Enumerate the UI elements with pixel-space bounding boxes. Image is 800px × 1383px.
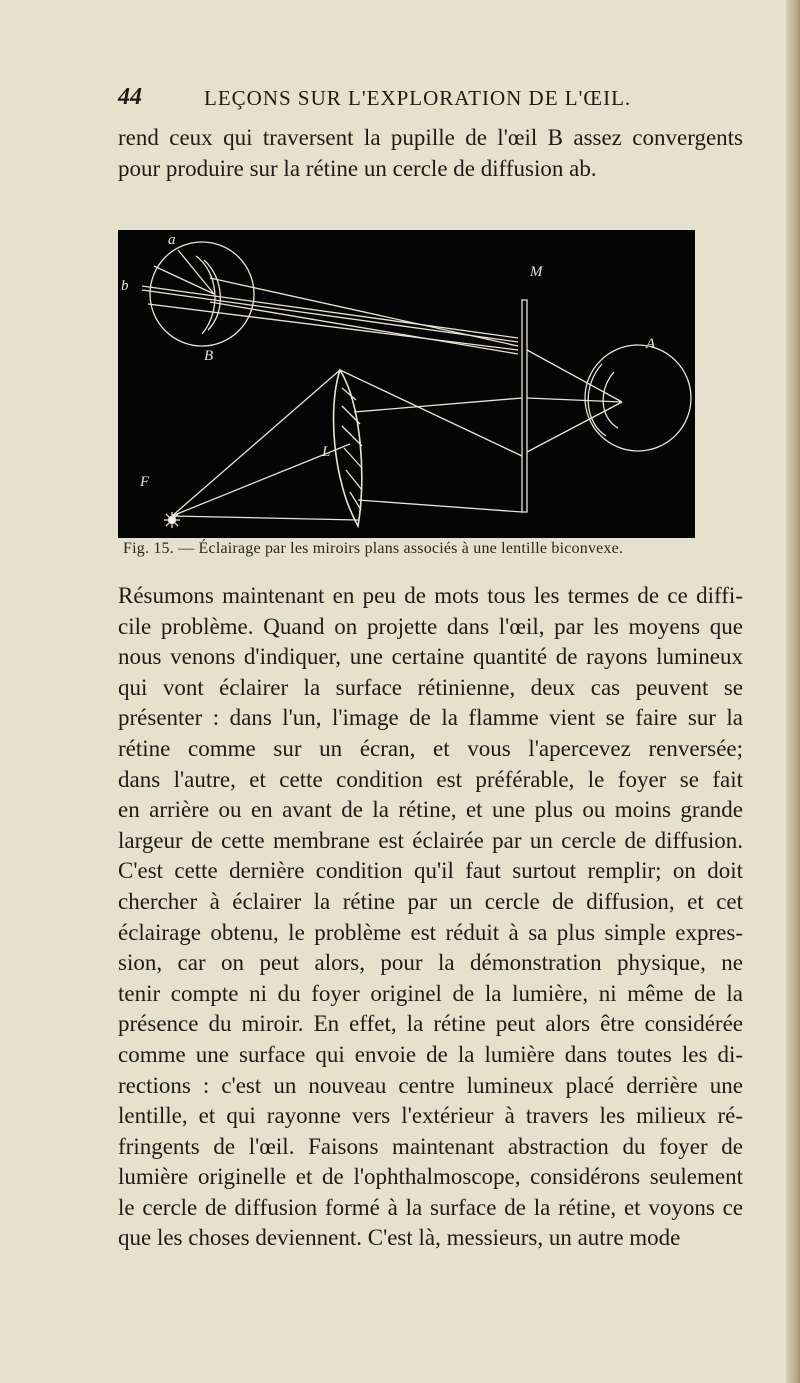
label-a: a (168, 232, 176, 248)
text-line: lentille, et qui rayonne vers l'extérieur à travers les milieux ré- (118, 1103, 743, 1129)
text-line: pour produire sur la rétine un cercle de diffusion ab. (118, 155, 597, 181)
ray-line (358, 500, 522, 512)
light-source-star (164, 512, 180, 528)
optical-diagram-figure (118, 230, 695, 538)
figure-caption: Fig. 15. — Éclairage par les miroirs plans associés à une lentille biconvexe. (123, 540, 624, 557)
text-line: présenter : dans l'un, l'image de la flamme vient se faire sur la (118, 705, 743, 731)
ray-line (527, 350, 622, 402)
ray-line (142, 286, 518, 338)
lens-hatch (350, 492, 361, 510)
text-line: éclairage obtenu, le problème est réduit à sa plus simple expres- (118, 919, 743, 945)
lens-hatch (342, 406, 360, 424)
text-line: dans l'autre, et cette condition est préférable, le foyer se fait (118, 766, 743, 792)
ray-line (527, 402, 622, 452)
label-lens-l: L (322, 444, 331, 460)
text-line: tenir compte ni du foyer originel de la lumière, ni même de la (118, 980, 743, 1006)
body-paragraph (118, 581, 743, 1254)
text-line: rections : c'est un nouveau centre lumineux placé derrière une (118, 1072, 743, 1098)
ray-line (210, 302, 518, 354)
text-line: lumière originelle et de l'ophthalmoscope, considérons seulement (118, 1164, 743, 1190)
text-line: fringents de l'œil. Faisons maintenant abstraction du foyer de (118, 1133, 743, 1159)
label-eye-b: B (204, 348, 214, 364)
label-eye-a: A (646, 336, 656, 352)
lens-hatch (346, 470, 362, 490)
mirror-m (522, 300, 527, 512)
page-number: 44 (118, 84, 142, 110)
label-mirror-m: M (530, 264, 543, 280)
label-b-small: b (121, 278, 129, 294)
text-line: largeur de cette membrane est éclairée par un cercle de diffusion. (118, 827, 743, 853)
page-header (118, 84, 738, 114)
top-paragraph (118, 123, 743, 184)
eye-a-lens-back (603, 372, 618, 428)
text-line: en arrière ou en avant de la rétine, et une plus ou moins grande (118, 797, 743, 823)
label-source-f: F (140, 474, 150, 490)
ray-line (340, 370, 522, 456)
text-line: qui vont éclairer la surface rétinienne, deux cas peuvent se (118, 674, 743, 700)
running-title: LEÇONS SUR L'EXPLORATION DE L'ŒIL. (204, 86, 632, 110)
ray-line (354, 398, 522, 412)
text-line: nous venons d'indiquer, une certaine quantité de rayons lumineux (118, 644, 743, 670)
lens-hatch (344, 448, 362, 468)
text-line: C'est cette dernière condition qu'il faut surtout remplir; on doit (118, 858, 743, 884)
text-line: comme une surface qui envoie de la lumière dans toutes les di- (118, 1041, 743, 1067)
optical-diagram (118, 230, 695, 538)
text-line: présence du miroir. En effet, la rétine peut alors être considérée (118, 1011, 743, 1037)
ray-line (148, 304, 518, 350)
text-line: rétine comme sur un écran, et vous l'apercevez renversée; (118, 735, 743, 761)
text-line: Résumons maintenant en peu de mots tous les termes de ce diffi- (118, 583, 743, 608)
ray-line (210, 278, 518, 346)
text-line: que les choses deviennent. C'est là, messieurs, un autre mode (118, 1225, 681, 1251)
ray-line (172, 370, 340, 516)
text-line: rend ceux qui traversent la pupille de l'œil B assez convergents (118, 125, 743, 150)
page-edge (786, 0, 800, 1383)
eye-a-circle (585, 345, 691, 451)
ray-line (172, 516, 358, 520)
text-line: chercher à éclairer la rétine par un cercle de diffusion, et cet (118, 888, 743, 914)
text-line: cile problème. Quand on projette dans l'œil, par les moyens que (118, 613, 743, 639)
text-line: sion, car on peut alors, pour la démonstration physique, ne (118, 950, 743, 976)
ray-line (527, 398, 622, 402)
text-line: le cercle de diffusion formé à la surface de la rétine, et voyons ce (118, 1194, 743, 1220)
ray-line (154, 266, 214, 294)
